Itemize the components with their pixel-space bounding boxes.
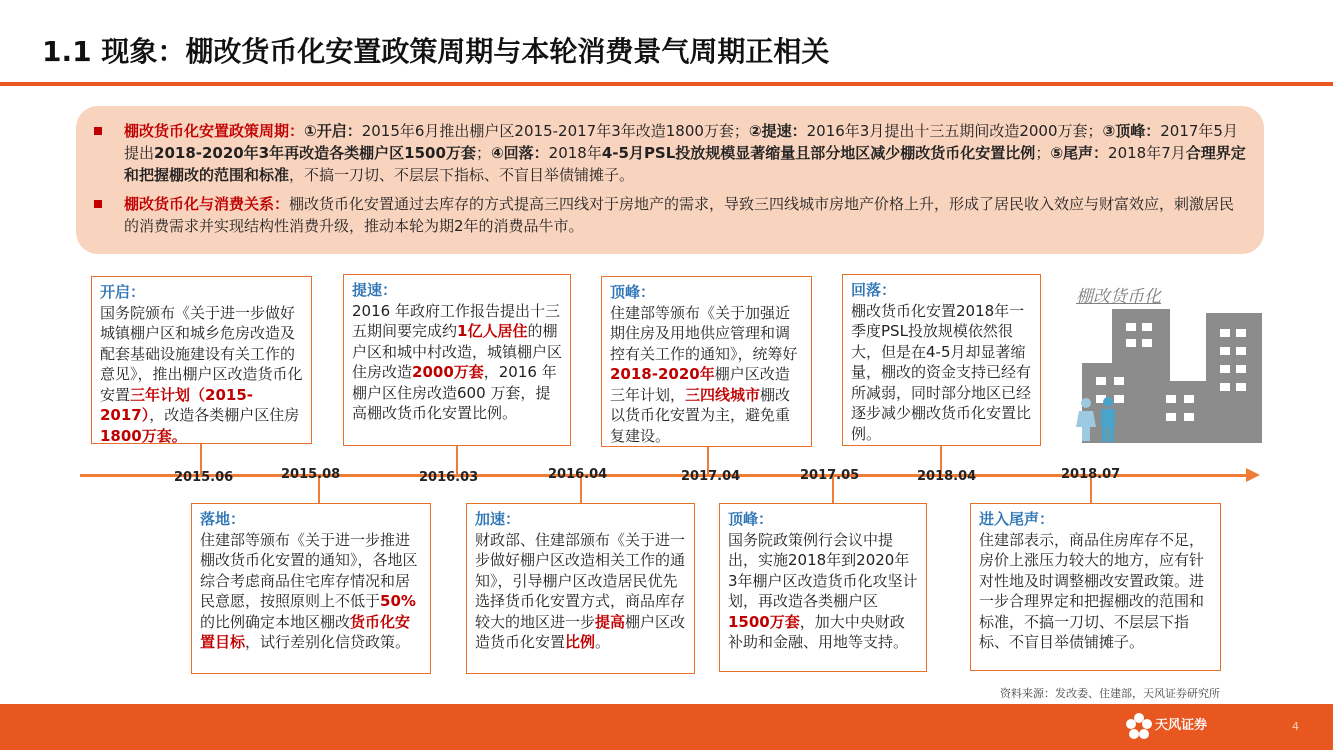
summary-text bbox=[124, 195, 1234, 235]
event-box-ending bbox=[970, 503, 1221, 671]
text-run: 棚改货币化安置2018年一季度PSL投放规模依然很大，但是在4-5月却显著缩量，棚改的资金支持已经有所减弱，同时部分地区已经逐步减少棚改货币化安置比例。 bbox=[851, 301, 1032, 443]
summary-paragraph-consumption bbox=[94, 193, 1246, 237]
text-run: 2017年5月提出 bbox=[124, 122, 1238, 162]
text-run: ②提速： bbox=[748, 122, 807, 140]
event-box-start bbox=[91, 276, 312, 444]
event-text bbox=[475, 509, 686, 651]
text-run: 住建部等颁布《关于加强近期住房及用地供应管理和调控有关工作的通知》，统筹好 bbox=[610, 303, 798, 363]
text-run: 2018-2020年3年再改造各类棚户区1500万套 bbox=[154, 144, 476, 162]
event-text bbox=[610, 282, 803, 445]
event-text bbox=[728, 509, 918, 651]
event-text bbox=[100, 282, 303, 445]
page-number: 4 bbox=[1292, 720, 1299, 733]
text-run: ； bbox=[475, 144, 491, 162]
text-run: ； bbox=[1035, 144, 1051, 162]
illustration-label: 棚改货币化 bbox=[1076, 287, 1161, 307]
text-run: 棚户区改造三年计划， bbox=[610, 365, 790, 404]
page-title: 1.1 现象：棚改货币化安置政策周期与本轮消费景气周期正相关 bbox=[42, 35, 830, 68]
text-run: 比例 bbox=[565, 633, 596, 651]
text-run: 提高 bbox=[595, 612, 626, 631]
timeline-date: 2018.07 bbox=[1061, 467, 1121, 482]
text-run: 住建部表示，商品住房库存不足，房价上涨压力较大的地方，应有针对性地及时调整棚改安置政策。进一步合理界定和把握棚改的范围和标准，不搞一刀切、不层层下指标、不盲目举债铺摊子。 bbox=[979, 530, 1205, 651]
bullet-icon bbox=[94, 200, 102, 208]
timeline-date: 2015.08 bbox=[281, 467, 341, 482]
timeline-date: 2018.04 bbox=[917, 469, 977, 484]
text-run: 1500万套 bbox=[728, 612, 800, 631]
text-run: 2000万套 bbox=[412, 363, 484, 381]
event-box-peak-2017-05 bbox=[719, 503, 927, 672]
title-divider bbox=[0, 82, 1333, 86]
event-text bbox=[200, 509, 422, 651]
text-run: 加速： bbox=[475, 510, 521, 528]
text-run: 提速： bbox=[352, 281, 398, 299]
text-run: 的棚户区和城中村改造，城镇棚户区住房改造 bbox=[352, 322, 563, 381]
text-run: 2018年 bbox=[548, 144, 602, 162]
buildings-people-illustration bbox=[1076, 305, 1262, 445]
text-run: 棚改货币化安置政策周期： bbox=[124, 122, 305, 140]
text-run: ③顶峰： bbox=[1102, 122, 1161, 140]
flower-logo-icon bbox=[1124, 711, 1154, 741]
text-run: 顶峰： bbox=[728, 510, 774, 528]
text-run: 1800万套。 bbox=[100, 426, 187, 445]
text-run: 国务院颁布《关于进一步做好城镇棚户区和城乡危房改造及配套基础设施建设有关工作的意见》，推出棚户区改造货币化安置 bbox=[100, 303, 303, 404]
event-box-speedup bbox=[466, 503, 695, 674]
text-run: 4-5月PSL投放规模显著缩量且部分地区减少棚改货币化安置比例 bbox=[601, 144, 1036, 162]
text-run: 开启： bbox=[100, 283, 146, 301]
text-run: 2015年6月推出棚户区2015-2017年3年改造1800万套； bbox=[361, 122, 749, 140]
text-run: 顶峰： bbox=[610, 283, 656, 301]
text-run: 。 bbox=[595, 633, 611, 651]
event-box-decline bbox=[842, 274, 1041, 446]
text-run: 住建部等颁布《关于进一步推进棚改货币化安置的通知》，各地区综合考虑商品住宅库存情况和居民意愿，按照原则上不低于 bbox=[200, 530, 418, 610]
text-run: 回落： bbox=[851, 281, 897, 299]
text-run: 进入尾声： bbox=[979, 510, 1055, 528]
company-logo-text: 天风证券 bbox=[1155, 718, 1208, 733]
text-run: ，试行差别化信贷政策。 bbox=[245, 633, 411, 651]
bullet-icon bbox=[94, 127, 102, 135]
summary-panel bbox=[76, 106, 1264, 254]
text-run: 财政部、住建部颁布《关于进一步做好棚户区改造相关工作的通知》，引导棚户区改造居民优先选择货币化安置方式，商品库存较大的地区进一步 bbox=[475, 530, 686, 631]
text-run: 2018年7月 bbox=[1108, 144, 1186, 162]
text-run: ，不搞一刀切、不层层下指标、不盲目举债铺摊子。 bbox=[289, 166, 635, 184]
event-text bbox=[851, 280, 1032, 443]
text-run: 2016年3月提出十三五期间改造2000万套； bbox=[806, 122, 1103, 140]
text-run: ，加大中央财政补助和金融、用地等支持。 bbox=[728, 612, 909, 651]
text-run: ①开启： bbox=[304, 122, 362, 140]
summary-paragraph-policy-cycle bbox=[94, 120, 1246, 186]
text-run: 50% bbox=[380, 592, 416, 610]
text-run: 1亿人居住 bbox=[457, 322, 528, 340]
text-run: 棚户区改造货币化安置 bbox=[475, 612, 686, 651]
text-run: 2018-2020年 bbox=[610, 365, 715, 383]
summary-text bbox=[124, 122, 1246, 184]
text-run: 三四线城市 bbox=[685, 385, 761, 404]
timeline-date: 2016.03 bbox=[419, 470, 479, 485]
text-run: ④回落： bbox=[490, 144, 549, 162]
text-run: 棚改以货币化安置为主，避免重复建设。 bbox=[610, 385, 791, 445]
event-box-landing bbox=[191, 503, 431, 674]
text-run: 棚改货币化与消费关系： bbox=[124, 195, 290, 213]
text-run: ，2016 年棚户区住房改造600 万套，提高棚改货币化安置比例。 bbox=[352, 363, 557, 422]
text-run: 的比例确定本地区棚改 bbox=[200, 612, 351, 631]
event-text bbox=[979, 509, 1212, 651]
text-run: 棚改货币化安置通过去库存的方式提高三四线对于房地产的需求，导致三四线城市房地产价格上升，形成了居民收入效应与财富效应，刺激居民的消费需求并实现结构性消费升级，推动本轮为期2年的消费品牛市。 bbox=[124, 195, 1235, 235]
text-run: 2016 年政府工作报告提出十三五期间要完成约 bbox=[352, 301, 560, 340]
timeline-arrow-icon bbox=[1246, 468, 1260, 482]
event-text bbox=[352, 280, 562, 422]
text-run: 国务院政策例行会议中提出，实施2018年到2020年3年棚户区改造货币化攻坚计划，再改造各类棚户区 bbox=[728, 530, 918, 610]
text-run: ⑤尾声： bbox=[1050, 144, 1109, 162]
timeline-date: 2017.04 bbox=[681, 469, 741, 484]
text-run: ，改造各类棚户区住房 bbox=[149, 406, 300, 424]
event-box-accelerate bbox=[343, 274, 571, 446]
event-box-peak-2017 bbox=[601, 276, 812, 447]
text-run: 落地： bbox=[200, 510, 246, 528]
text-run: 三年计划（2015-2017） bbox=[100, 385, 253, 424]
timeline-date: 2016.04 bbox=[548, 467, 608, 482]
timeline-date: 2017.05 bbox=[800, 468, 860, 483]
source-note: 资料来源：发改委、住建部，天风证券研究所 bbox=[1000, 687, 1220, 700]
text-run: 合理界定和把握棚改的范围和标准 bbox=[124, 144, 1246, 184]
timeline-date: 2015.06 bbox=[174, 470, 234, 485]
text-run: 货币化安置目标 bbox=[200, 612, 411, 651]
